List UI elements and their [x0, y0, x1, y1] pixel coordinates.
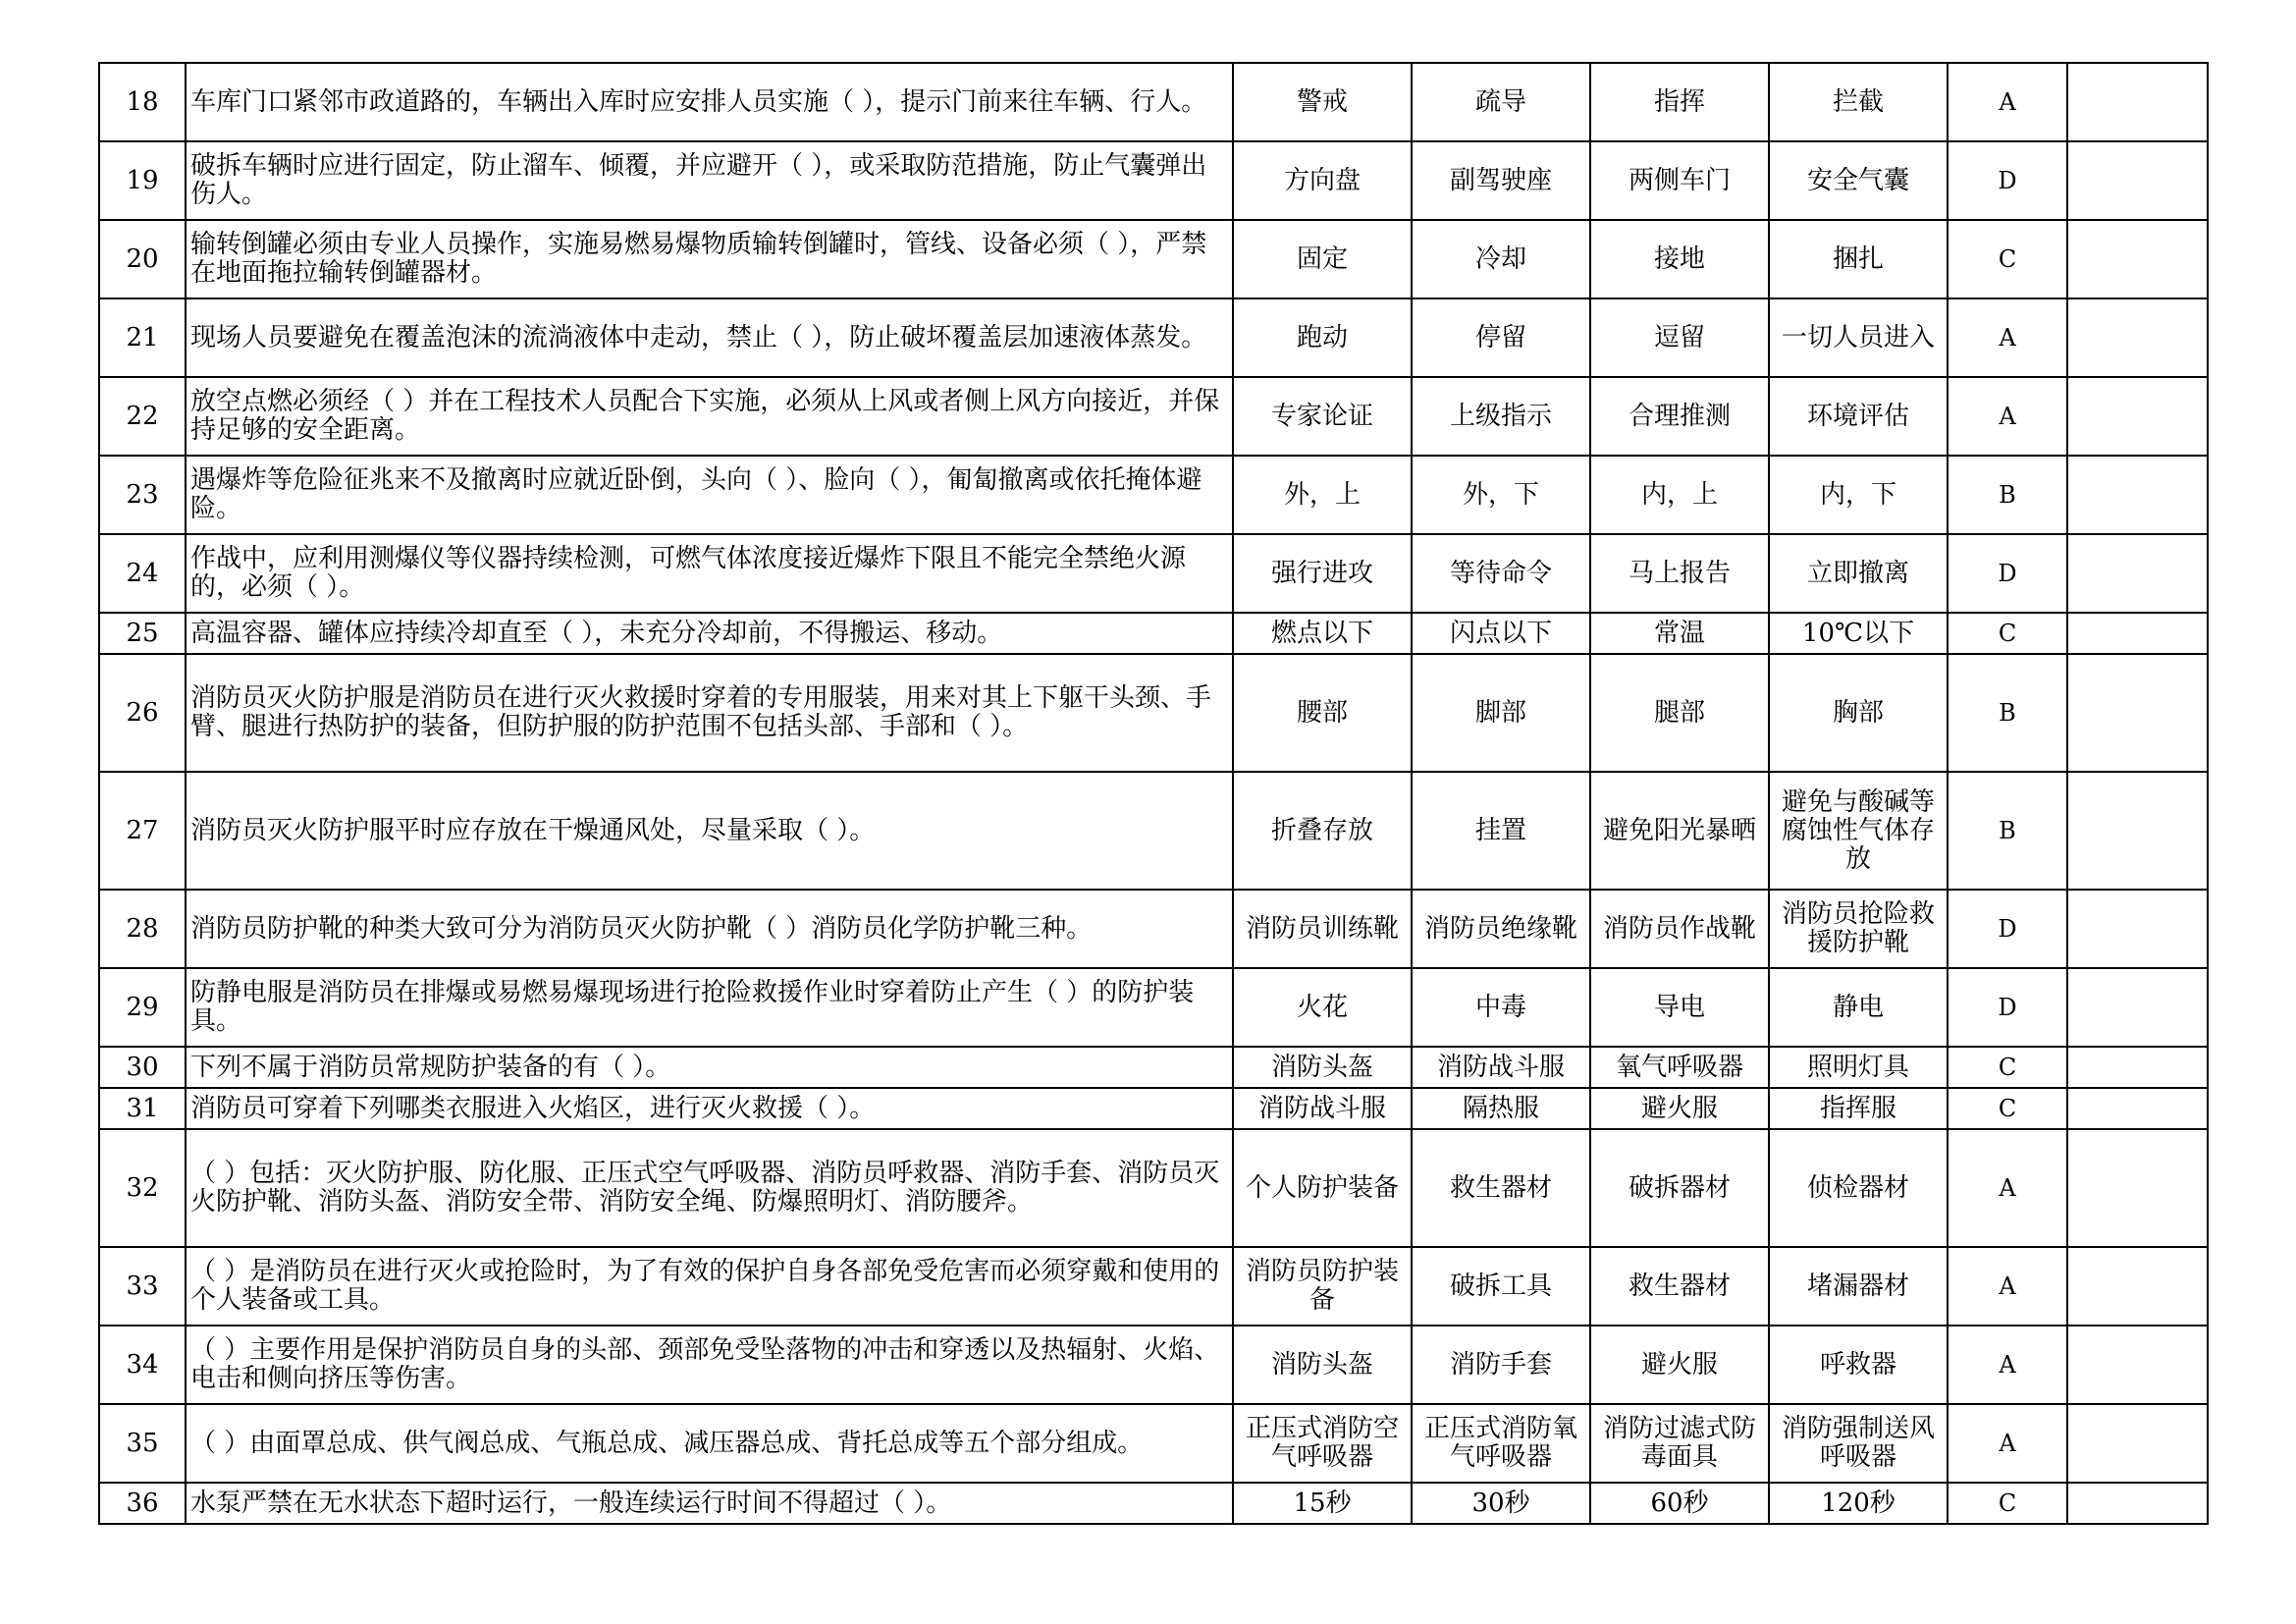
answer-cell: D: [1948, 141, 2067, 220]
option-c: 氧气呼吸器: [1590, 1047, 1769, 1088]
table-row: [99, 298, 2208, 377]
option-b: 挂置: [1412, 772, 1590, 890]
option-b: 等待命令: [1412, 534, 1590, 613]
option-d: 消防员抢险救援防护靴: [1769, 890, 1948, 968]
option-d: 内，下: [1769, 456, 1948, 534]
empty-cell: [2067, 772, 2208, 890]
option-b: 中毒: [1412, 968, 1590, 1047]
answer-cell: A: [1948, 377, 2067, 456]
answer-cell: B: [1948, 654, 2067, 772]
empty-cell: [2067, 613, 2208, 654]
answer-cell: B: [1948, 772, 2067, 890]
option-c: 逗留: [1590, 298, 1769, 377]
option-d: 堵漏器材: [1769, 1247, 1948, 1326]
table-row: [99, 890, 2208, 968]
option-d: 侦检器材: [1769, 1129, 1948, 1247]
question-number: 22: [99, 377, 186, 456]
answer-cell: D: [1948, 890, 2067, 968]
option-c: 避火服: [1590, 1326, 1769, 1404]
empty-cell: [2067, 63, 2208, 141]
question-number: 25: [99, 613, 186, 654]
option-b: 冷却: [1412, 220, 1590, 298]
option-d: 拦截: [1769, 63, 1948, 141]
answer-cell: A: [1948, 63, 2067, 141]
table-row: [99, 377, 2208, 456]
option-d: 环境评估: [1769, 377, 1948, 456]
table-row: [99, 141, 2208, 220]
option-d: 指挥服: [1769, 1088, 1948, 1129]
question-number: 20: [99, 220, 186, 298]
table-row: [99, 1326, 2208, 1404]
option-c: 导电: [1590, 968, 1769, 1047]
question-text: 遇爆炸等危险征兆来不及撤离时应就近卧倒，头向（ ）、脸向（ ），匍匐撤离或依托掩体避险。: [186, 456, 1233, 534]
answer-cell: C: [1948, 613, 2067, 654]
option-c: 接地: [1590, 220, 1769, 298]
option-a: 消防头盔: [1233, 1047, 1412, 1088]
question-number: 21: [99, 298, 186, 377]
answer-cell: C: [1948, 1483, 2067, 1524]
question-text: （ ）主要作用是保护消防员自身的头部、颈部免受坠落物的冲击和穿透以及热辐射、火焰、电击和侧向挤压等伤害。: [186, 1326, 1233, 1404]
empty-cell: [2067, 1404, 2208, 1483]
empty-cell: [2067, 1326, 2208, 1404]
option-c: 破拆器材: [1590, 1129, 1769, 1247]
question-number: 33: [99, 1247, 186, 1326]
option-a: 火花: [1233, 968, 1412, 1047]
empty-cell: [2067, 1047, 2208, 1088]
empty-cell: [2067, 1129, 2208, 1247]
option-b: 消防战斗服: [1412, 1047, 1590, 1088]
question-number: 36: [99, 1483, 186, 1524]
option-d: 安全气囊: [1769, 141, 1948, 220]
empty-cell: [2067, 534, 2208, 613]
option-a: 消防头盔: [1233, 1326, 1412, 1404]
table-row: [99, 220, 2208, 298]
question-number: 18: [99, 63, 186, 141]
empty-cell: [2067, 377, 2208, 456]
option-c: 腿部: [1590, 654, 1769, 772]
option-d: 避免与酸碱等腐蚀性气体存放: [1769, 772, 1948, 890]
option-d: 照明灯具: [1769, 1047, 1948, 1088]
option-b: 消防手套: [1412, 1326, 1590, 1404]
table-row: [99, 1088, 2208, 1129]
question-number: 26: [99, 654, 186, 772]
option-b: 上级指示: [1412, 377, 1590, 456]
option-b: 停留: [1412, 298, 1590, 377]
question-text: （ ）是消防员在进行灭火或抢险时，为了有效的保护自身各部免受危害而必须穿戴和使用的个人装备或工具。: [186, 1247, 1233, 1326]
question-text: 高温容器、罐体应持续冷却直至（ ），未充分冷却前，不得搬运、移动。: [186, 613, 1233, 654]
option-b: 副驾驶座: [1412, 141, 1590, 220]
question-text: 消防员可穿着下列哪类衣服进入火焰区，进行灭火救援（ ）。: [186, 1088, 1233, 1129]
table-row: [99, 1247, 2208, 1326]
question-text: 车库门口紧邻市政道路的，车辆出入库时应安排人员实施（ ），提示门前来往车辆、行人。: [186, 63, 1233, 141]
empty-cell: [2067, 1088, 2208, 1129]
option-c: 消防员作战靴: [1590, 890, 1769, 968]
empty-cell: [2067, 298, 2208, 377]
answer-cell: D: [1948, 534, 2067, 613]
option-c: 常温: [1590, 613, 1769, 654]
question-text: 现场人员要避免在覆盖泡沫的流淌液体中走动，禁止（ ），防止破坏覆盖层加速液体蒸发。: [186, 298, 1233, 377]
option-c: 救生器材: [1590, 1247, 1769, 1326]
table-row: [99, 534, 2208, 613]
answer-cell: C: [1948, 1088, 2067, 1129]
answer-cell: C: [1948, 1047, 2067, 1088]
table-row: [99, 772, 2208, 890]
question-number: 19: [99, 141, 186, 220]
option-d: 120秒: [1769, 1483, 1948, 1524]
option-a: 方向盘: [1233, 141, 1412, 220]
answer-cell: A: [1948, 1404, 2067, 1483]
option-a: 消防员防护装备: [1233, 1247, 1412, 1326]
answer-cell: D: [1948, 968, 2067, 1047]
option-a: 正压式消防空气呼吸器: [1233, 1404, 1412, 1483]
option-c: 马上报告: [1590, 534, 1769, 613]
option-d: 静电: [1769, 968, 1948, 1047]
question-text: 输转倒罐必须由专业人员操作，实施易燃易爆物质输转倒罐时，管线、设备必须（ ），严禁在地面拖拉输转倒罐器材。: [186, 220, 1233, 298]
option-b: 30秒: [1412, 1483, 1590, 1524]
option-c: 消防过滤式防毒面具: [1590, 1404, 1769, 1483]
option-a: 折叠存放: [1233, 772, 1412, 890]
empty-cell: [2067, 220, 2208, 298]
option-a: 警戒: [1233, 63, 1412, 141]
option-b: 脚部: [1412, 654, 1590, 772]
answer-cell: A: [1948, 298, 2067, 377]
table-row: [99, 1483, 2208, 1524]
question-text: 消防员防护靴的种类大致可分为消防员灭火防护靴（ ）消防员化学防护靴三种。: [186, 890, 1233, 968]
table-row: [99, 1404, 2208, 1483]
question-text: 防静电服是消防员在排爆或易燃易爆现场进行抢险救援作业时穿着防止产生（ ）的防护装具。: [186, 968, 1233, 1047]
table-row: [99, 613, 2208, 654]
option-b: 破拆工具: [1412, 1247, 1590, 1326]
option-c: 避火服: [1590, 1088, 1769, 1129]
option-a: 外，上: [1233, 456, 1412, 534]
question-text: 作战中，应利用测爆仪等仪器持续检测，可燃气体浓度接近爆炸下限且不能完全禁绝火源的，必须（ ）。: [186, 534, 1233, 613]
option-d: 呼救器: [1769, 1326, 1948, 1404]
table-row: [99, 968, 2208, 1047]
option-b: 外，下: [1412, 456, 1590, 534]
empty-cell: [2067, 890, 2208, 968]
question-rows: [99, 63, 2208, 1524]
option-c: 合理推测: [1590, 377, 1769, 456]
option-b: 正压式消防氧气呼吸器: [1412, 1404, 1590, 1483]
question-text: 消防员灭火防护服平时应存放在干燥通风处，尽量采取（ ）。: [186, 772, 1233, 890]
option-c: 内，上: [1590, 456, 1769, 534]
answer-cell: A: [1948, 1129, 2067, 1247]
option-b: 消防员绝缘靴: [1412, 890, 1590, 968]
table-row: [99, 654, 2208, 772]
question-number: 31: [99, 1088, 186, 1129]
question-text: 放空点燃必须经（ ）并在工程技术人员配合下实施，必须从上风或者侧上风方向接近，并保持足够的安全距离。: [186, 377, 1233, 456]
empty-cell: [2067, 968, 2208, 1047]
question-text: （ ）包括：灭火防护服、防化服、正压式空气呼吸器、消防员呼救器、消防手套、消防员灭火防护靴、消防头盔、消防安全带、消防安全绳、防爆照明灯、消防腰斧。: [186, 1129, 1233, 1247]
option-a: 消防员训练靴: [1233, 890, 1412, 968]
option-d: 一切人员进入: [1769, 298, 1948, 377]
option-a: 强行进攻: [1233, 534, 1412, 613]
question-number: 24: [99, 534, 186, 613]
question-number: 34: [99, 1326, 186, 1404]
question-text: 消防员灭火防护服是消防员在进行灭火救援时穿着的专用服装，用来对其上下躯干头颈、手臂、腿进行热防护的装备，但防护服的防护范围不包括头部、手部和（ ）。: [186, 654, 1233, 772]
table-row: [99, 456, 2208, 534]
option-c: 避免阳光暴晒: [1590, 772, 1769, 890]
option-d: 消防强制送风呼吸器: [1769, 1404, 1948, 1483]
question-number: 27: [99, 772, 186, 890]
question-number: 28: [99, 890, 186, 968]
option-c: 指挥: [1590, 63, 1769, 141]
question-number: 23: [99, 456, 186, 534]
option-b: 救生器材: [1412, 1129, 1590, 1247]
table-row: [99, 1047, 2208, 1088]
answer-cell: A: [1948, 1247, 2067, 1326]
option-c: 60秒: [1590, 1483, 1769, 1524]
answer-cell: C: [1948, 220, 2067, 298]
option-d: 10℃以下: [1769, 613, 1948, 654]
option-d: 捆扎: [1769, 220, 1948, 298]
option-a: 消防战斗服: [1233, 1088, 1412, 1129]
option-b: 隔热服: [1412, 1088, 1590, 1129]
option-b: 闪点以下: [1412, 613, 1590, 654]
question-number: 30: [99, 1047, 186, 1088]
question-text: 破拆车辆时应进行固定，防止溜车、倾覆，并应避开（ ），或采取防范措施，防止气囊弹出伤人。: [186, 141, 1233, 220]
option-c: 两侧车门: [1590, 141, 1769, 220]
question-number: 32: [99, 1129, 186, 1247]
question-number: 35: [99, 1404, 186, 1483]
option-a: 个人防护装备: [1233, 1129, 1412, 1247]
option-b: 疏导: [1412, 63, 1590, 141]
option-a: 燃点以下: [1233, 613, 1412, 654]
empty-cell: [2067, 456, 2208, 534]
question-text: 水泵严禁在无水状态下超时运行，一般连续运行时间不得超过（ ）。: [186, 1483, 1233, 1524]
option-a: 15秒: [1233, 1483, 1412, 1524]
empty-cell: [2067, 654, 2208, 772]
question-text: 下列不属于消防员常规防护装备的有（ ）。: [186, 1047, 1233, 1088]
option-d: 胸部: [1769, 654, 1948, 772]
option-a: 腰部: [1233, 654, 1412, 772]
option-a: 固定: [1233, 220, 1412, 298]
empty-cell: [2067, 1483, 2208, 1524]
question-text: （ ）由面罩总成、供气阀总成、气瓶总成、减压器总成、背托总成等五个部分组成。: [186, 1404, 1233, 1483]
empty-cell: [2067, 141, 2208, 220]
answer-cell: B: [1948, 456, 2067, 534]
table-row: [99, 1129, 2208, 1247]
answer-cell: A: [1948, 1326, 2067, 1404]
table-row: [99, 63, 2208, 141]
question-number: 29: [99, 968, 186, 1047]
option-a: 专家论证: [1233, 377, 1412, 456]
option-a: 跑动: [1233, 298, 1412, 377]
question-table: [98, 62, 2209, 1525]
option-d: 立即撤离: [1769, 534, 1948, 613]
empty-cell: [2067, 1247, 2208, 1326]
